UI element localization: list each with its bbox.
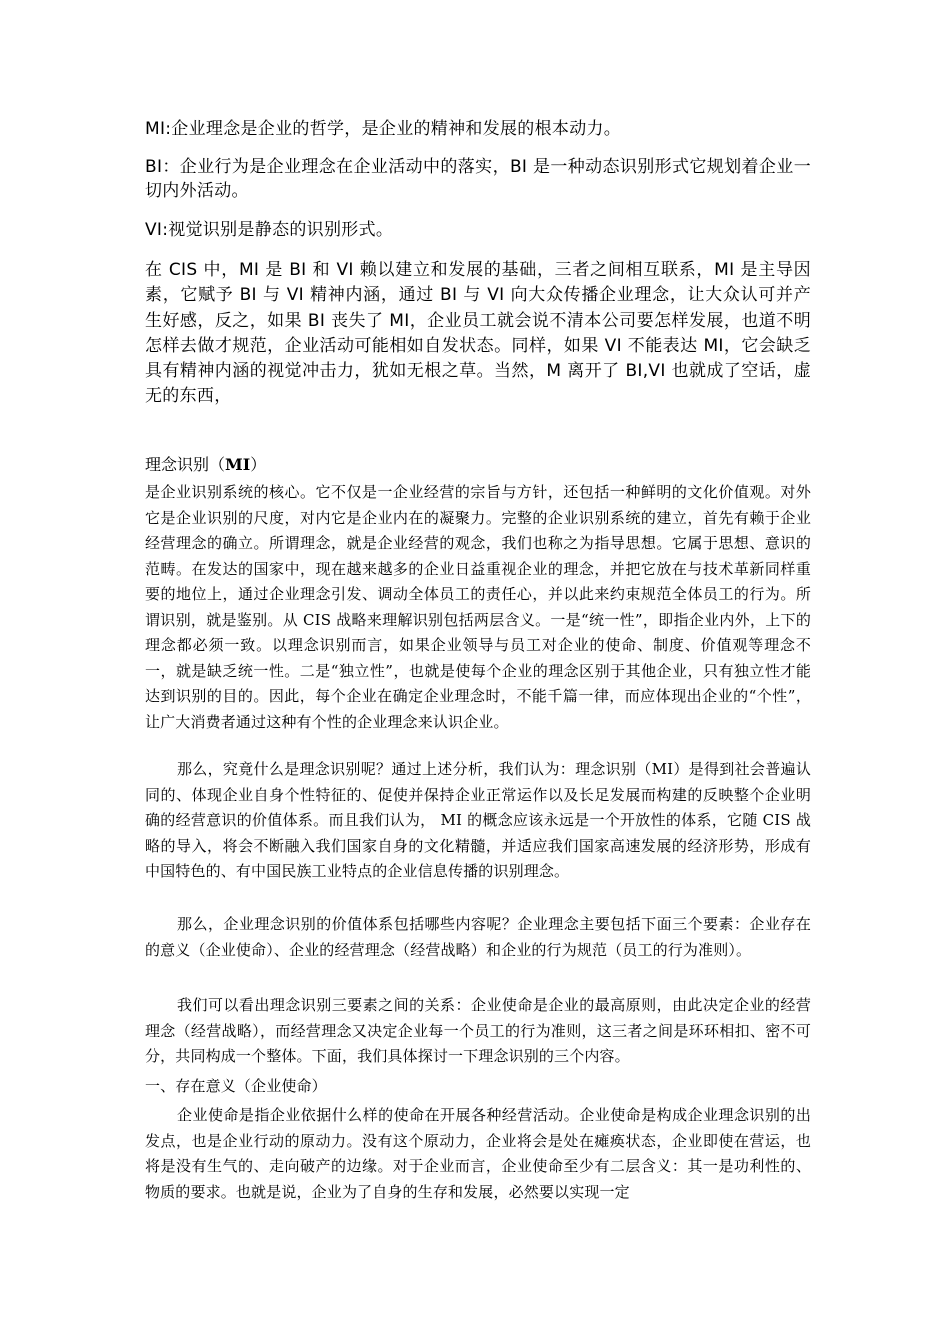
section-heading-suffix: ） bbox=[250, 455, 267, 474]
section-heading-bold: MI bbox=[225, 455, 251, 474]
subsection-heading: 一、存在意义（企业使命） bbox=[145, 1077, 327, 1095]
vi-definition-paragraph: VI:视觉识别是静态的识别形式。 bbox=[145, 220, 394, 240]
section-heading bbox=[145, 453, 811, 477]
section-body-paragraph: 是企业识别系统的核心。它不仅是一企业经营的宗旨与方针，还包括一种鲜明的文化价值观。对外它是企业识别的尺度，对内它是企业内在的凝聚力。完整的企业识别系统的建立，首先有赖于企业经营理念的确立。所谓理念，就是企业经营的观念，我们也称之为指导思想。它属于思想、意识的范畴。在发达的国家中，现在越来越多的企业日益重视企业的理念，并把它放在与技术革新同样重要的地位上，通过企业理念引发、调动全体员工的责任心，并以此来约束规范全体员工的行为。所谓识别，就是鉴别。从 CIS 战略来理解识别包括两层含义。一是“统一性”，即指企业内外，上下的理念都必须一致。以理念识别而言，如果企业领导与员工对企业的使命、制度、价值观等理念不一，就是缺乏统一性。二是“独立性”，也就是使每个企业的理念区别于其他企业，只有独立性才能达到识别的目的。因此，每个企业在确定企业理念时，不能千篇一律，而应体现出企业的“个性”，让广大消费者通过这种有个性的企业理念来认识企业。 bbox=[145, 483, 811, 731]
mi-definition-paragraph: MI:企业理念是企业的哲学，是企业的精神和发展的根本动力。 bbox=[145, 119, 622, 139]
mission-paragraph: 企业使命是指企业依据什么样的使命在开展各种经营活动。企业使命是构成企业理念识别的出发点，也是企业行动的原动力。没有这个原动力，企业将会是处在瘫痪状态，企业即使在营运，也将是没有生气的、走向破产的边缘。对于企业而言，企业使命至少有二层含义：其一是功利性的、物质的要求。也就是说，企业为了自身的生存和发展，必然要以实现一定 bbox=[145, 1106, 811, 1201]
definition-paragraph: 那么，究竟什么是理念识别呢？通过上述分析，我们认为：理念识别（MI）是得到社会普遍认同的、体现企业自身个性特征的、促使并保持企业正常运作以及长足发展而构建的反映整个企业明确的经营意识的价值体系。而且我们认为， MI 的概念应该永远是一个开放性的体系，它随 CIS 战略的导入，将会不断融入我们国家自身的文化精髓，并适应我们国家高速发展的经济形势，形成有中国特色的、有中国民族工业特点的企业信息传播的识别理念。 bbox=[145, 760, 811, 880]
value-system-paragraph: 那么，企业理念识别的价值体系包括哪些内容呢？企业理念主要包括下面三个要素：企业存在的意义（企业使命）、企业的经营理念（经营战略）和企业的行为规范（员工的行为准则）。 bbox=[145, 915, 811, 959]
cis-relationship-paragraph: 在 CIS 中，MI 是 BI 和 VI 赖以建立和发展的基础，三者之间相互联系，MI 是主导因素，它赋予 BI 与 VI 精神内涵，通过 BI 与 VI 向大众传播企业理念，让大众认可并产生好感，反之，如果 BI 丧失了 MI，企业员工就会说不清本公司要怎样发展，也道不明怎样去做才规范，企业活动可能相如自发状态。同样，如果 VI 不能表达 MI，它会缺乏具有精神内涵的视觉冲击力，犹如无根之草。当然，M 离开了 BI,VI 也就成了空话，虚无的东西， bbox=[145, 260, 811, 407]
section-heading-prefix: 理念识别（ bbox=[145, 455, 226, 474]
bi-definition-paragraph: BI：企业行为是企业理念在企业活动中的落实，BI 是一种动态识别形式它规划着企业一切内外活动。 bbox=[145, 157, 811, 201]
relationship-paragraph: 我们可以看出理念识别三要素之间的关系：企业使命是企业的最高原则，由此决定企业的经营理念（经营战略），而经营理念又决定企业每一个员工的行为准则，这三者之间是环环相扣、密不可分，共同构成一个整体。下面，我们具体探讨一下理念识别的三个内容。 bbox=[145, 996, 811, 1065]
